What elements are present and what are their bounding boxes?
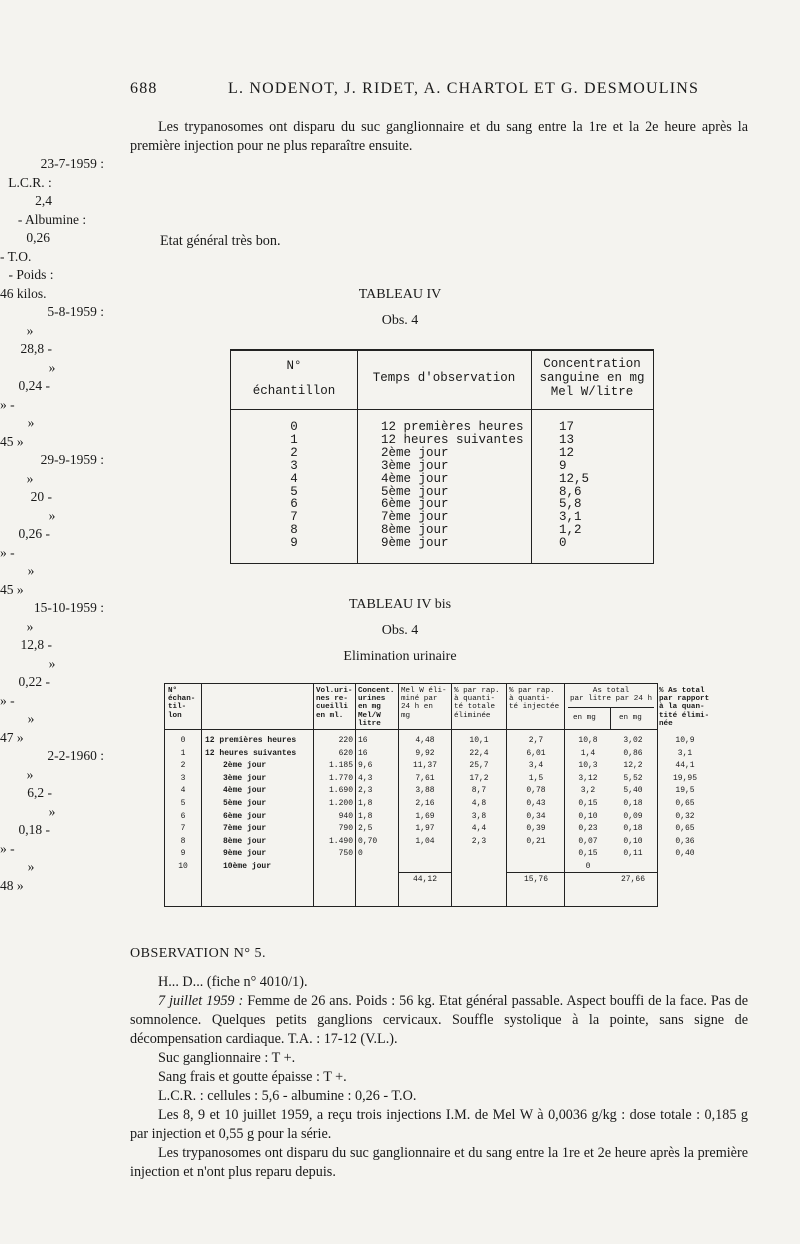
t5-row-vol: 220 bbox=[338, 736, 353, 745]
t5-row-temps: 10ème jour bbox=[223, 862, 272, 871]
t5-row-mel: 4,48 bbox=[415, 736, 435, 745]
t5-row-temps: 12 premières heures bbox=[205, 736, 297, 745]
t5-row-as-pct: 0,40 bbox=[675, 849, 695, 859]
t5-row-as-l: 0,15 bbox=[578, 849, 598, 859]
lcr-cells: 6,2 - bbox=[27, 785, 52, 800]
t4-row-n: 3 bbox=[290, 458, 298, 473]
t4-row-n: 1 bbox=[290, 432, 298, 447]
observation-injections: Les 8, 9 et 10 juillet 1959, a reçu trois injections I.M. de Mel W à 0,0036 g/kg : dose totale : 0,185 g par injection et 0,55 g pour la série. bbox=[130, 1107, 748, 1142]
tableau4bis-obs: Obs. 4 bbox=[381, 623, 419, 638]
t5-row-conc: 1,8 bbox=[358, 811, 373, 821]
t4-row-temps: 4ème jour bbox=[381, 471, 449, 486]
t5-row-as-24: 0,86 bbox=[623, 748, 643, 758]
t5-row-temps: 4ème jour bbox=[223, 786, 267, 796]
t5-row-mel: 7,61 bbox=[415, 773, 435, 783]
t4-row-temps: 8ème jour bbox=[381, 523, 449, 538]
lcr-poids-label: » bbox=[27, 711, 35, 726]
t5-row-temps: 2ème jour bbox=[223, 761, 267, 771]
lcr-label: » bbox=[26, 470, 34, 486]
t5-row-vol: 620 bbox=[338, 748, 353, 758]
lcr-to: » - bbox=[0, 544, 15, 560]
t5-h6: % par rap. à quanti- té totale éliminée bbox=[454, 687, 500, 720]
t5-row-vol: 1.770 bbox=[328, 773, 353, 783]
t5-h7: % par rap. à quanti- té injectée bbox=[509, 687, 560, 712]
observation-sang: Sang frais et goutte épaisse : T +. bbox=[158, 1069, 347, 1085]
tableau4 bbox=[230, 349, 654, 564]
t5-h9: % As total par rapport à la quan- tité élimi- née bbox=[659, 687, 710, 728]
t5-row-pct-tot: 4,8 bbox=[471, 799, 487, 808]
t5-h8a: en mg bbox=[573, 714, 596, 722]
t5-row-as-pct: 44,1 bbox=[675, 761, 695, 771]
lcr-poids: 45 » bbox=[0, 433, 24, 449]
t4-row-conc: 5,8 bbox=[559, 497, 582, 512]
t5-row-as-pct: 19,5 bbox=[675, 786, 695, 796]
t5-row-vol: 1.185 bbox=[328, 761, 353, 771]
t5-row-as-24: 0,11 bbox=[623, 849, 643, 859]
t5-row-n: 7 bbox=[180, 824, 186, 834]
t5-row-as-l: 0 bbox=[585, 862, 591, 871]
lcr-alb-label: » bbox=[48, 507, 56, 523]
t5-row-as-l: 3,12 bbox=[578, 773, 598, 783]
observation-p1-text: Femme de 26 ans. Poids : 56 kg. Etat général passable. Aspect bouffi de la face. Pas de somnolence. Quelques petits ganglions cervicaux. Souffle systolique à la pointe, sans signe de décompensation cardiaque. T.A. : 17-12 (V.L.). bbox=[130, 993, 748, 1047]
t5-h5: Mel W éli- miné par 24 h en mg bbox=[401, 687, 447, 720]
lcr-cells: 12,8 - bbox=[20, 637, 52, 652]
t5-row-pct-inj: 6,01 bbox=[526, 748, 546, 758]
t5-row-pct-inj: 0,21 bbox=[526, 836, 546, 846]
t5-row-pct-inj: 0,43 bbox=[526, 799, 546, 808]
lcr-label: » bbox=[26, 618, 34, 634]
t5-row-n: 10 bbox=[178, 862, 188, 871]
t4-col1-h2: échantillon bbox=[252, 384, 336, 398]
t5-row-as-l: 3,2 bbox=[580, 786, 596, 796]
lcr-alb: 0,24 - bbox=[18, 378, 50, 393]
lcr-alb-label: » bbox=[48, 655, 56, 671]
t5-row-as-l: 0,23 bbox=[578, 824, 598, 834]
t5-row-pct-tot: 4,4 bbox=[471, 824, 487, 834]
t4-row-conc: 1,2 bbox=[559, 523, 582, 538]
t5-row-vol: 1.690 bbox=[328, 786, 353, 796]
t5-row-as-24: 0,18 bbox=[623, 824, 643, 834]
t5-row-temps: 7ème jour bbox=[223, 824, 267, 834]
t5-total-as: 27,66 bbox=[620, 875, 645, 884]
t4-row-n: 8 bbox=[290, 523, 298, 538]
lcr-poids: 48 » bbox=[0, 877, 24, 893]
t5-h8: As total par litre par 24 h bbox=[569, 687, 653, 704]
t5-row-vol: 940 bbox=[338, 811, 353, 821]
lcr-poids: 47 » bbox=[0, 729, 24, 745]
t5-row-mel: 1,04 bbox=[415, 836, 435, 846]
lcr-date: 5-8-1959 : bbox=[47, 304, 104, 319]
t5-row-as-pct: 10,9 bbox=[675, 736, 695, 745]
t4-row-temps: 5ème jour bbox=[381, 484, 449, 499]
t5-row-conc: 4,3 bbox=[358, 773, 373, 783]
lcr-alb-label: - Albumine : bbox=[17, 211, 87, 227]
t5-row-conc: 16 bbox=[358, 736, 368, 745]
lcr-poids-label: » bbox=[27, 415, 35, 430]
t4-row-n: 6 bbox=[290, 497, 298, 512]
t5-row-as-pct: 0,65 bbox=[675, 799, 695, 808]
t4-row-temps: 2ème jour bbox=[381, 445, 449, 460]
t5-row-n: 0 bbox=[180, 736, 186, 745]
observation-ref: H... D... (fiche n° 4010/1). bbox=[158, 974, 308, 990]
t5-h3: Vol.uri- nes re- cueilli en ml. bbox=[316, 687, 353, 720]
tableau4bis bbox=[164, 683, 710, 907]
t5-row-vol: 790 bbox=[338, 824, 353, 834]
t5-row-mel: 3,88 bbox=[415, 786, 435, 796]
t4-row-n: 7 bbox=[290, 510, 298, 525]
t5-row-as-pct: 0,36 bbox=[675, 836, 695, 846]
tableau4-title: TABLEAU IV bbox=[358, 287, 442, 302]
t5-row-n: 3 bbox=[180, 773, 186, 783]
t4-row-conc: 12,5 bbox=[559, 471, 590, 486]
t5-row-pct-tot: 8,7 bbox=[471, 786, 487, 796]
t5-row-n: 8 bbox=[180, 836, 186, 846]
t5-row-vol: 1.200 bbox=[328, 799, 353, 808]
t5-row-pct-inj: 0,78 bbox=[526, 786, 546, 796]
t5-row-as-l: 0,15 bbox=[578, 799, 598, 808]
observation-final: Les trypanosomes ont disparu du suc ganglionnaire et du sang entre la 1re et 2e heure après la première injection et n'ont plus reparu depuis. bbox=[130, 1145, 748, 1180]
t5-row-as-l: 0,07 bbox=[578, 836, 598, 846]
t5-total-pct-inj: 15,76 bbox=[523, 875, 548, 884]
t5-h4: Concent. urines en mg Mel/W litre bbox=[358, 687, 395, 728]
t4-row-n: 9 bbox=[290, 536, 298, 551]
t5-row-n: 9 bbox=[180, 849, 186, 859]
t5-row-temps: 3ème jour bbox=[223, 773, 267, 783]
t5-row-pct-inj: 1,5 bbox=[528, 773, 544, 783]
t4-col3-h1: Concentration bbox=[543, 357, 641, 371]
t5-row-mel: 2,16 bbox=[415, 799, 435, 808]
t5-row-as-l: 10,3 bbox=[578, 761, 598, 771]
t5-row-as-l: 1,4 bbox=[580, 748, 596, 758]
t5-row-conc: 1,8 bbox=[358, 799, 373, 808]
lcr-poids-label: - Poids : bbox=[8, 267, 54, 282]
t5-row-conc: 9,6 bbox=[358, 761, 373, 771]
t5-row-mel: 11,37 bbox=[412, 761, 437, 771]
t5-row-pct-inj: 0,39 bbox=[526, 824, 546, 834]
t5-row-pct-tot: 22,4 bbox=[469, 748, 489, 758]
t4-row-temps: 7ème jour bbox=[381, 510, 449, 525]
t5-row-conc: 0 bbox=[358, 849, 363, 859]
t4-row-n: 5 bbox=[290, 484, 298, 499]
t5-row-pct-tot: 2,3 bbox=[471, 836, 487, 846]
lcr-label: » bbox=[26, 322, 34, 338]
t5-row-conc: 2,3 bbox=[358, 786, 373, 796]
t5-row-as-pct: 0,65 bbox=[675, 824, 695, 834]
lcr-cells: 28,8 - bbox=[20, 341, 52, 356]
t5-row-conc: 16 bbox=[358, 748, 368, 758]
t4-row-temps: 12 premières heures bbox=[381, 420, 524, 434]
t4-col3-h3: Mel W/litre bbox=[550, 385, 634, 399]
lcr-label: L.C.R. : bbox=[8, 174, 52, 190]
t5-row-n: 6 bbox=[180, 811, 186, 821]
t5-row-n: 5 bbox=[180, 799, 186, 808]
lcr-alb-label: » bbox=[48, 359, 56, 375]
lcr-poids: 45 » bbox=[0, 581, 24, 597]
lcr-date: 2-2-1960 : bbox=[47, 748, 104, 763]
lcr-cells: 20 - bbox=[30, 489, 52, 504]
t4-row-temps: 12 heures suivantes bbox=[381, 432, 524, 447]
lcr-poids-label: » bbox=[27, 859, 35, 874]
intro-paragraph: Les trypanosomes ont disparu du suc ganglionnaire et du sang entre la 1re et la 2e heure après la première injection pour ne plus reparaître ensuite. bbox=[130, 119, 748, 154]
t4-col2-h: Temps d'observation bbox=[372, 371, 516, 385]
lcr-date: 29-9-1959 : bbox=[40, 452, 104, 467]
lcr-to: » - bbox=[0, 692, 15, 708]
t5-row-as-24: 0,18 bbox=[623, 799, 643, 808]
lcr-date: 15-10-1959 : bbox=[33, 600, 104, 615]
t5-row-temps: 8ème jour bbox=[223, 836, 267, 846]
t4-row-conc: 3,1 bbox=[559, 510, 582, 525]
t5-row-pct-tot: 10,1 bbox=[469, 736, 489, 745]
t5-row-as-24: 0,10 bbox=[623, 836, 643, 846]
t4-row-n: 2 bbox=[290, 445, 298, 460]
t5-row-as-pct: 0,32 bbox=[675, 811, 695, 821]
lcr-alb: 0,26 - bbox=[18, 526, 50, 541]
lcr-alb: 0,22 - bbox=[18, 674, 50, 689]
lcr-date: 23-7-1959 : bbox=[40, 156, 104, 171]
t4-col3-h2: sanguine en mg bbox=[539, 371, 645, 385]
t5-row-temps: 5ème jour bbox=[223, 799, 267, 808]
t4-row-n: 4 bbox=[290, 471, 298, 486]
t5-row-as-24: 5,52 bbox=[623, 773, 643, 783]
lcr-to: - T.O. bbox=[0, 248, 32, 264]
t5-h8b: en mg bbox=[619, 714, 642, 722]
observation-p1 bbox=[130, 992, 748, 1049]
lcr-cells: 2,4 bbox=[35, 193, 52, 208]
t5-row-mel: 9,92 bbox=[415, 748, 435, 758]
t5-row-as-24: 5,40 bbox=[623, 786, 643, 796]
lcr-label: » bbox=[26, 766, 34, 782]
t5-row-as-pct: 19,95 bbox=[672, 773, 697, 783]
t5-total-mel: 44,12 bbox=[412, 875, 437, 884]
tableau4-obs: Obs. 4 bbox=[381, 313, 419, 328]
t4-row-conc: 17 bbox=[559, 420, 575, 434]
t5-row-n: 1 bbox=[180, 748, 186, 758]
t5-row-pct-inj: 3,4 bbox=[528, 761, 544, 771]
t5-row-pct-tot: 25,7 bbox=[469, 761, 489, 771]
t5-row-conc: 0,70 bbox=[358, 836, 378, 846]
t4-row-temps: 6ème jour bbox=[381, 497, 449, 512]
t5-row-temps: 9ème jour bbox=[223, 849, 267, 859]
t5-row-vol: 1.490 bbox=[328, 836, 353, 846]
lcr-to: » - bbox=[0, 396, 15, 412]
t5-row-as-l: 0,10 bbox=[578, 811, 598, 821]
t5-row-mel: 1,69 bbox=[415, 811, 435, 821]
t4-row-conc: 13 bbox=[559, 432, 575, 447]
observation-heading: OBSERVATION N° 5. bbox=[130, 946, 267, 961]
lcr-alb: 0,18 - bbox=[18, 822, 50, 837]
authors: L. NODENOT, J. RIDET, A. CHARTOL ET G. DESMOULINS bbox=[228, 80, 700, 97]
t4-col1-h1: N° bbox=[286, 359, 302, 373]
tableau4bis-subtitle: Elimination urinaire bbox=[343, 649, 457, 664]
t4-row-conc: 0 bbox=[559, 536, 567, 551]
observation-suc: Suc ganglionnaire : T +. bbox=[158, 1050, 296, 1066]
t5-h1: N° échan- til- lon bbox=[168, 687, 196, 720]
t5-row-n: 2 bbox=[180, 761, 186, 771]
t4-row-temps: 3ème jour bbox=[381, 458, 449, 473]
t5-row-pct-inj: 2,7 bbox=[528, 736, 544, 745]
etat-general: Etat général très bon. bbox=[160, 233, 281, 249]
t4-row-temps: 9ème jour bbox=[381, 536, 449, 551]
t5-row-n: 4 bbox=[180, 786, 186, 796]
t5-row-as-24: 12,2 bbox=[623, 761, 643, 771]
t4-row-conc: 8,6 bbox=[559, 484, 582, 499]
observation-lcr: L.C.R. : cellules : 5,6 - albumine : 0,26 - T.O. bbox=[158, 1088, 417, 1104]
lcr-alb-label: » bbox=[48, 803, 56, 819]
t5-row-mel: 1,97 bbox=[415, 824, 435, 834]
lcr-poids: 46 kilos. bbox=[0, 285, 47, 301]
page-number: 688 bbox=[130, 80, 158, 97]
t5-row-vol: 750 bbox=[338, 849, 353, 859]
t5-row-pct-tot: 3,8 bbox=[471, 811, 487, 821]
t5-row-as-24: 3,02 bbox=[623, 736, 643, 745]
t5-row-as-24: 0,09 bbox=[623, 811, 643, 821]
t5-row-pct-inj: 0,34 bbox=[526, 811, 546, 821]
lcr-poids-label: » bbox=[27, 563, 35, 578]
t5-row-temps: 6ème jour bbox=[223, 811, 267, 821]
lcr-alb: 0,26 bbox=[26, 230, 50, 245]
t4-row-conc: 9 bbox=[559, 458, 567, 473]
t5-row-as-pct: 3,1 bbox=[677, 748, 693, 758]
t4-row-n: 0 bbox=[290, 420, 298, 434]
t5-row-conc: 2,5 bbox=[358, 824, 373, 834]
tableau4bis-title: TABLEAU IV bis bbox=[348, 597, 452, 612]
t4-row-conc: 12 bbox=[559, 445, 575, 460]
t5-row-as-l: 10,8 bbox=[578, 736, 598, 745]
t5-row-pct-tot: 17,2 bbox=[469, 773, 489, 783]
observation-date: 7 juillet 1959 : bbox=[158, 993, 244, 1009]
lcr-to: » - bbox=[0, 840, 15, 856]
t5-row-temps: 12 heures suivantes bbox=[205, 748, 297, 758]
